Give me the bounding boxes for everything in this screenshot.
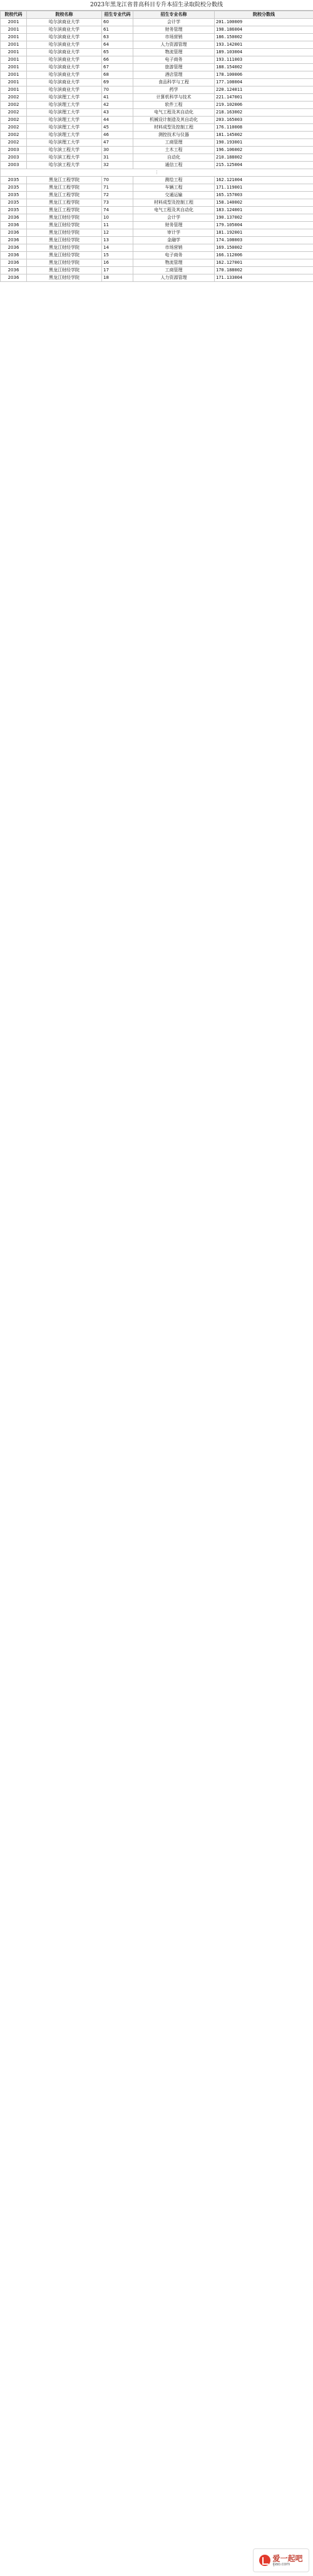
cell-school-code: 2036: [1, 252, 27, 259]
table-row: [1, 71, 313, 79]
cell-major-name: 人力资源管理: [133, 274, 215, 282]
cell-major-name: 交通运输: [133, 192, 215, 199]
table-row: [1, 162, 313, 169]
cell-school-code: 2001: [1, 41, 27, 49]
table-row: [1, 34, 313, 41]
cell-score: 174.108003: [215, 237, 313, 244]
cell-score: 190.193001: [215, 139, 313, 147]
cell-school-code: 2036: [1, 214, 27, 222]
cell-major-name: 电子商务: [133, 252, 215, 259]
cell-school-code: 2003: [1, 147, 27, 154]
page-title: 2023年黑龙江省普高科目专升本招生录取院校分数线: [0, 0, 313, 11]
cell-score: 169.150002: [215, 244, 313, 252]
cell-school-name: 哈尔滨理工大学: [27, 94, 102, 102]
cell-score: 215.125004: [215, 162, 313, 169]
cell-major-code: 61: [102, 26, 133, 34]
cell-major-name: 材料成型及控制工程: [133, 124, 215, 132]
cell-school-name: 黑龙江工程学院: [27, 184, 102, 192]
cell-school-name: 哈尔滨商业大学: [27, 19, 102, 26]
cell-score: 165.157003: [215, 192, 313, 199]
table-row: [1, 94, 313, 102]
cell-major-name: 物流管理: [133, 259, 215, 267]
cell-school-name: 黑龙江财经学院: [27, 274, 102, 282]
cell-major-code: 74: [102, 207, 133, 214]
cell-major-code: 65: [102, 49, 133, 56]
cell-major-code: 64: [102, 41, 133, 49]
table-row: [1, 147, 313, 154]
cell-school-code: 2036: [1, 237, 27, 244]
cell-major-name: 食品科学与工程: [133, 79, 215, 86]
cell-major-name: 测绘工程: [133, 177, 215, 184]
cell-score: 171.119001: [215, 184, 313, 192]
table-row: [1, 244, 313, 252]
cell-school-name: 哈尔滨商业大学: [27, 56, 102, 64]
cell-school-name: 哈尔滨工程大学: [27, 162, 102, 169]
cell-major-code: 41: [102, 94, 133, 102]
cell-major-code: 66: [102, 56, 133, 64]
cell-school-name: 黑龙江工程学院: [27, 177, 102, 184]
cell-school-code: 2036: [1, 222, 27, 229]
cell-score: 171.133004: [215, 274, 313, 282]
cell-major-name: 软件工程: [133, 102, 215, 109]
cell-major-code: 68: [102, 71, 133, 79]
cell-score: 162.121004: [215, 177, 313, 184]
cell-score: 183.124001: [215, 207, 313, 214]
cell-major-name: 金融学: [133, 237, 215, 244]
cell-major-name: 工商管理: [133, 267, 215, 274]
cell-school-code: 2036: [1, 274, 27, 282]
cell-school-code: 2002: [1, 132, 27, 139]
cell-score: 220.124011: [215, 86, 313, 94]
score-table: [0, 11, 313, 282]
table-body-tail: [1, 177, 313, 282]
cell-major-code: 10: [102, 214, 133, 222]
cell-major-code: 31: [102, 154, 133, 162]
cell-score: 188.154002: [215, 64, 313, 71]
cell-major-code: 44: [102, 117, 133, 124]
cell-major-code: 67: [102, 64, 133, 71]
cell-school-code: 2001: [1, 71, 27, 79]
cell-school-name: 哈尔滨理工大学: [27, 117, 102, 124]
cell-school-code: 2002: [1, 124, 27, 132]
watermark-en: ijiao.com: [272, 2562, 290, 2567]
cell-major-name: 药学: [133, 86, 215, 94]
cell-major-name: 会计学: [133, 19, 215, 26]
cell-school-name: 黑龙江财经学院: [27, 252, 102, 259]
cell-score: 177.108004: [215, 79, 313, 86]
cell-score: 198.186004: [215, 26, 313, 34]
cell-school-code: 2001: [1, 86, 27, 94]
cell-major-name: 酒店管理: [133, 71, 215, 79]
cell-major-code: 71: [102, 184, 133, 192]
cell-major-code: 73: [102, 199, 133, 207]
table-row: [1, 192, 313, 199]
watermark-cn: 爱一起吧: [272, 2553, 303, 2563]
cell-school-name: 哈尔滨商业大学: [27, 41, 102, 49]
table-row: [1, 109, 313, 117]
cell-school-code: 2003: [1, 154, 27, 162]
table-row: [1, 237, 313, 244]
cell-school-code: 2035: [1, 177, 27, 184]
cell-major-code: 45: [102, 124, 133, 132]
cell-school-code: 2035: [1, 199, 27, 207]
cell-score: 196.106002: [215, 147, 313, 154]
cell-major-name: 财务管理: [133, 26, 215, 34]
cell-school-name: 哈尔滨商业大学: [27, 34, 102, 41]
cell-major-code: 16: [102, 259, 133, 267]
cell-major-name: 材料成型及控制工程: [133, 199, 215, 207]
cell-score: 176.110008: [215, 124, 313, 132]
cell-school-name: 哈尔滨商业大学: [27, 26, 102, 34]
cell-score: 181.192001: [215, 229, 313, 237]
cell-school-code: 2036: [1, 267, 27, 274]
cell-score: 178.100006: [215, 71, 313, 79]
cell-major-code: 13: [102, 237, 133, 244]
cell-major-code: 69: [102, 79, 133, 86]
cell-major-code: 12: [102, 229, 133, 237]
cell-score: 189.103004: [215, 49, 313, 56]
cell-major-name: 财务管理: [133, 222, 215, 229]
cell-school-name: 哈尔滨理工大学: [27, 102, 102, 109]
cell-school-code: 2002: [1, 117, 27, 124]
cell-major-name: 市场营销: [133, 34, 215, 41]
cell-major-code: 11: [102, 222, 133, 229]
table-row: [1, 132, 313, 139]
table-row: [1, 19, 313, 26]
cell-score: 166.112006: [215, 252, 313, 259]
cell-school-name: 哈尔滨商业大学: [27, 86, 102, 94]
table-row: [1, 274, 313, 282]
cell-major-name: 人力资源管理: [133, 41, 215, 49]
cell-major-code: 72: [102, 192, 133, 199]
cell-school-code: 2036: [1, 229, 27, 237]
table-row: [1, 267, 313, 274]
cell-score: 162.127001: [215, 259, 313, 267]
table-row: [1, 64, 313, 71]
cell-school-name: 黑龙江财经学院: [27, 237, 102, 244]
cell-major-code: 14: [102, 244, 133, 252]
document: [0, 0, 313, 282]
cell-major-code: 30: [102, 147, 133, 154]
table-row: [1, 139, 313, 147]
cell-major-name: 工商管理: [133, 139, 215, 147]
cell-school-code: 2001: [1, 34, 27, 41]
cell-major-name: 机械设计制造及其自动化: [133, 117, 215, 124]
table-row: [1, 229, 313, 237]
col-header-major-code: 招生专业代码: [102, 11, 133, 19]
cell-major-code: 70: [102, 177, 133, 184]
cell-major-name: 电气工程及其自动化: [133, 207, 215, 214]
cell-school-name: 黑龙江财经学院: [27, 259, 102, 267]
table-row: [1, 79, 313, 86]
table-gap-row: ⋮: [1, 169, 313, 177]
cell-major-name: 会计学: [133, 214, 215, 222]
cell-score: 193.111003: [215, 56, 313, 64]
cell-school-code: 2036: [1, 259, 27, 267]
cell-school-code: 2002: [1, 94, 27, 102]
cell-school-name: 黑龙江财经学院: [27, 222, 102, 229]
cell-major-code: 47: [102, 139, 133, 147]
cell-major-code: 60: [102, 19, 133, 26]
cell-score: 181.145002: [215, 132, 313, 139]
cell-major-name: 电气工程及其自动化: [133, 109, 215, 117]
cell-school-code: 2002: [1, 102, 27, 109]
table-row: [1, 41, 313, 49]
cell-score: 190.137002: [215, 214, 313, 222]
table-row: [1, 26, 313, 34]
cell-major-code: 70: [102, 86, 133, 94]
cell-major-name: 测控技术与仪器: [133, 132, 215, 139]
cell-major-name: 自动化: [133, 154, 215, 162]
table-row: [1, 117, 313, 124]
cell-major-code: 46: [102, 132, 133, 139]
cell-school-name: 哈尔滨理工大学: [27, 139, 102, 147]
table-row: [1, 214, 313, 222]
table-row: [1, 124, 313, 132]
cell-score: 218.163002: [215, 109, 313, 117]
table-row: [1, 154, 313, 162]
watermark-logo-icon: [259, 2555, 270, 2566]
table-row: [1, 56, 313, 64]
table-row: [1, 184, 313, 192]
cell-school-code: 2035: [1, 207, 27, 214]
col-header-code: 院校代码: [1, 11, 27, 19]
cell-major-name: 通信工程: [133, 162, 215, 169]
cell-school-name: 黑龙江财经学院: [27, 267, 102, 274]
cell-school-name: 哈尔滨商业大学: [27, 49, 102, 56]
cell-school-code: 2002: [1, 139, 27, 147]
cell-score: 186.150002: [215, 34, 313, 41]
cell-school-name: 哈尔滨商业大学: [27, 71, 102, 79]
table-row: [1, 86, 313, 94]
cell-score: 179.105004: [215, 222, 313, 229]
cell-school-name: 哈尔滨工程大学: [27, 147, 102, 154]
table-row: [1, 177, 313, 184]
cell-school-name: 哈尔滨商业大学: [27, 79, 102, 86]
cell-school-code: 2001: [1, 19, 27, 26]
cell-school-code: 2002: [1, 109, 27, 117]
cell-major-name: 市场营销: [133, 244, 215, 252]
cell-score: 219.102006: [215, 102, 313, 109]
cell-major-name: 土木工程: [133, 147, 215, 154]
col-header-school: 院校名称: [27, 11, 102, 19]
cell-score: 203.165003: [215, 117, 313, 124]
cell-school-code: 2035: [1, 184, 27, 192]
table-body-head: [1, 19, 313, 169]
cell-school-code: 2001: [1, 26, 27, 34]
cell-school-name: 黑龙江财经学院: [27, 229, 102, 237]
table-row: [1, 49, 313, 56]
table-row: [1, 102, 313, 109]
cell-major-code: 63: [102, 34, 133, 41]
cell-school-name: 哈尔滨理工大学: [27, 124, 102, 132]
cell-school-name: 黑龙江工程学院: [27, 207, 102, 214]
cell-school-code: 2003: [1, 162, 27, 169]
cell-major-code: 32: [102, 162, 133, 169]
cell-major-name: 物流管理: [133, 49, 215, 56]
cell-score: 170.188002: [215, 267, 313, 274]
cell-school-name: 哈尔滨商业大学: [27, 64, 102, 71]
cell-score: 221.147001: [215, 94, 313, 102]
cell-score: 193.142001: [215, 41, 313, 49]
table-row: [1, 259, 313, 267]
cell-school-name: 哈尔滨理工大学: [27, 132, 102, 139]
cell-school-name: 黑龙江财经学院: [27, 214, 102, 222]
table-row: [1, 222, 313, 229]
cell-school-code: 2035: [1, 192, 27, 199]
col-header-score: 院校分数线: [215, 11, 313, 19]
cell-major-name: 车辆工程: [133, 184, 215, 192]
cell-school-name: 黑龙江工程学院: [27, 192, 102, 199]
cell-major-name: 审计学: [133, 229, 215, 237]
cell-major-name: 电子商务: [133, 56, 215, 64]
cell-score: 210.188002: [215, 154, 313, 162]
cell-school-code: 2001: [1, 49, 27, 56]
cell-score: 158.140002: [215, 199, 313, 207]
col-header-major: 招生专业名称: [133, 11, 215, 19]
cell-major-code: 42: [102, 102, 133, 109]
cell-school-name: 哈尔滨工程大学: [27, 154, 102, 162]
table-row: [1, 199, 313, 207]
cell-score: 201.100009: [215, 19, 313, 26]
cell-school-name: 黑龙江工程学院: [27, 199, 102, 207]
table-header-row: [1, 11, 313, 19]
cell-major-code: 43: [102, 109, 133, 117]
table-row: [1, 252, 313, 259]
cell-major-code: 18: [102, 274, 133, 282]
table-row: [1, 207, 313, 214]
cell-school-code: 2001: [1, 64, 27, 71]
cell-major-code: 17: [102, 267, 133, 274]
cell-school-name: 黑龙江财经学院: [27, 244, 102, 252]
cell-school-code: 2001: [1, 79, 27, 86]
cell-major-name: 计算机科学与技术: [133, 94, 215, 102]
table-body-gap: [1, 169, 313, 177]
cell-school-code: 2001: [1, 56, 27, 64]
cell-major-name: 旅游管理: [133, 64, 215, 71]
cell-school-code: 2036: [1, 244, 27, 252]
cell-school-name: 哈尔滨理工大学: [27, 109, 102, 117]
cell-major-code: 15: [102, 252, 133, 259]
watermark: [253, 2548, 309, 2572]
